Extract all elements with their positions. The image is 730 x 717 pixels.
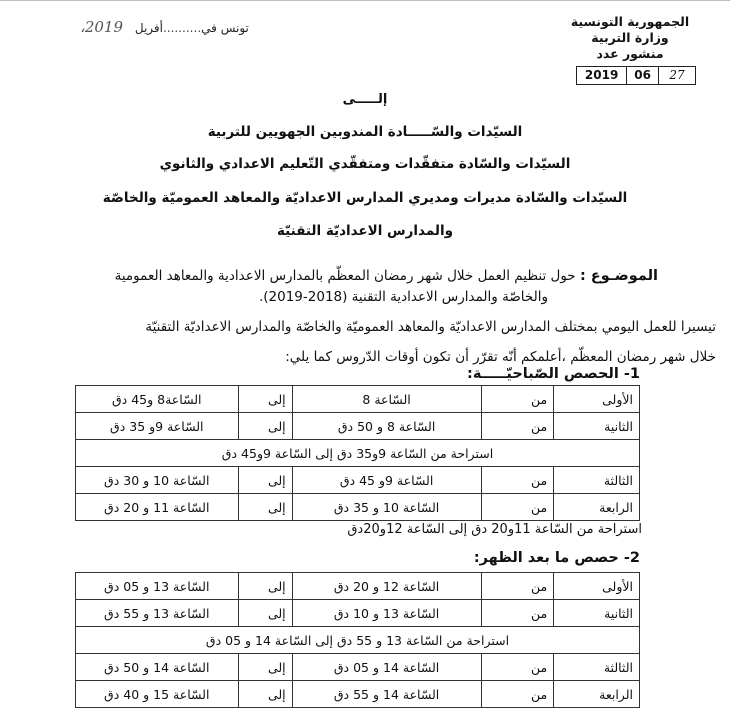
table-row xyxy=(76,413,640,440)
circular-label: منشور عدد xyxy=(596,46,664,61)
table-row xyxy=(76,681,640,708)
break-text: استراحة من السّاعة 9و35 دق إلى السّاعة 9و45 دق xyxy=(76,440,640,467)
to-label: إلى xyxy=(238,600,292,627)
start-time: السّاعة 14 و 05 دق xyxy=(292,654,481,681)
republic-name: الجمهورية التونسية xyxy=(570,14,690,29)
start-time: السّاعة 9و 45 دق xyxy=(292,467,481,494)
subject-block-2 xyxy=(58,283,658,311)
subject-label: الموضـوع : xyxy=(579,268,658,284)
period-order: الرابعة xyxy=(554,494,640,521)
from-label: من xyxy=(481,494,554,521)
from-label: من xyxy=(481,413,554,440)
issuer-header xyxy=(570,14,690,62)
subject-line-2: والخاصّة والمدارس الاعدادية التقنية (2018-2019). xyxy=(258,289,548,305)
intro-paragraph xyxy=(16,312,716,372)
from-label: من xyxy=(481,600,554,627)
to-label: إلى xyxy=(238,681,292,708)
from-label: من xyxy=(481,681,554,708)
place-date-year: 2019، xyxy=(80,18,124,36)
break-row xyxy=(76,440,640,467)
morning-schedule-table xyxy=(75,385,640,521)
intro-line-2: خلال شهر رمضان المعظّم ،أعلمكم أنّه تقرّر أن تكون أوقات الدّروس كما يلي: xyxy=(285,349,716,365)
place-date-prefix: تونس في xyxy=(201,21,249,35)
period-order: الثالثة xyxy=(554,654,640,681)
table-row xyxy=(76,600,640,627)
to-label-text: إلـــــى xyxy=(342,92,388,107)
recipient-line: السيّدات والسّادة متفقّدات ومتفقّدي التّعليم الاعدادي والثانوي xyxy=(159,156,571,172)
start-time: السّاعة 8 و 50 دق xyxy=(292,413,481,440)
page-top-border xyxy=(0,0,730,1)
to-label: إلى xyxy=(238,386,292,413)
afternoon-title: 2- حصص ما بعد الظهر: xyxy=(473,550,640,566)
from-label: من xyxy=(481,467,554,494)
end-time: السّاعة 14 و 50 دق xyxy=(76,654,239,681)
circular-number-box xyxy=(576,66,696,85)
end-time: السّاعة 9و 35 دق xyxy=(76,413,239,440)
from-label: من xyxy=(481,654,554,681)
period-order: الأولى xyxy=(554,386,640,413)
end-time: السّاعة8 و45 دق xyxy=(76,386,239,413)
period-order: الثانية xyxy=(554,600,640,627)
end-time: السّاعة 13 و 55 دق xyxy=(76,600,239,627)
to-label: إلى xyxy=(238,494,292,521)
place-date xyxy=(80,18,249,36)
from-label: من xyxy=(481,573,554,600)
afternoon-schedule-table xyxy=(75,572,640,708)
table-row xyxy=(76,573,640,600)
period-order: الأولى xyxy=(554,573,640,600)
table-row xyxy=(76,467,640,494)
intro-line-1: تيسيرا للعمل اليومي بمختلف المدارس الاعداديّة والمعاهد العموميّة والخاصّة والمدارس الاعداديّة التقنيّة xyxy=(145,319,716,335)
start-time: السّاعة 8 xyxy=(292,386,481,413)
to-label: إلى xyxy=(238,413,292,440)
period-order: الثالثة xyxy=(554,467,640,494)
place-date-month: أفريل xyxy=(134,21,163,35)
end-time: السّاعة 15 و 40 دق xyxy=(76,681,239,708)
subject-line-1: حول تنظيم العمل خلال شهر رمضان المعظّم بالمدارس الاعدادية والمعاهد العمومية xyxy=(114,268,576,284)
place-date-dots: .......... xyxy=(162,21,202,35)
start-time: السّاعة 14 و 55 دق xyxy=(292,681,481,708)
period-order: الرابعة xyxy=(554,681,640,708)
to-label: إلى xyxy=(238,573,292,600)
ministry-name: وزارة التربية xyxy=(591,30,669,45)
midday-break: استراحة من السّاعة 11و20 دق إلى السّاعة 12و20دق xyxy=(347,522,642,537)
to-label: إلى xyxy=(238,654,292,681)
circular-month: 06 xyxy=(626,67,658,84)
start-time: السّاعة 12 و 20 دق xyxy=(292,573,481,600)
period-order: الثانية xyxy=(554,413,640,440)
start-time: السّاعة 10 و 35 دق xyxy=(292,494,481,521)
to-label xyxy=(0,92,730,107)
start-time: السّاعة 13 و 10 دق xyxy=(292,600,481,627)
from-label: من xyxy=(481,386,554,413)
circular-num: 27 xyxy=(658,67,695,84)
break-text: استراحة من السّاعة 13 و 55 دق إلى السّاعة 14 و 05 دق xyxy=(76,627,640,654)
end-time: السّاعة 11 و 20 دق xyxy=(76,494,239,521)
end-time: السّاعة 10 و 30 دق xyxy=(76,467,239,494)
recipient-line: السيّدات والسّادة مديرات ومديري المدارس الاعداديّة والمعاهد العموميّة والخاصّة xyxy=(102,190,628,206)
table-row xyxy=(76,386,640,413)
recipient-line: السيّدات والسّـــــادة المندوبين الجهويين للتربية xyxy=(207,124,523,140)
morning-title: 1- الحصص الصّباحيّـــــة: xyxy=(467,366,640,382)
table-row xyxy=(76,654,640,681)
table-row xyxy=(76,494,640,521)
to-label: إلى xyxy=(238,467,292,494)
end-time: السّاعة 13 و 05 دق xyxy=(76,573,239,600)
recipient-line: والمدارس الاعداديّة التقنيّة xyxy=(276,223,453,239)
break-row xyxy=(76,627,640,654)
circular-year: 2019 xyxy=(584,68,619,82)
